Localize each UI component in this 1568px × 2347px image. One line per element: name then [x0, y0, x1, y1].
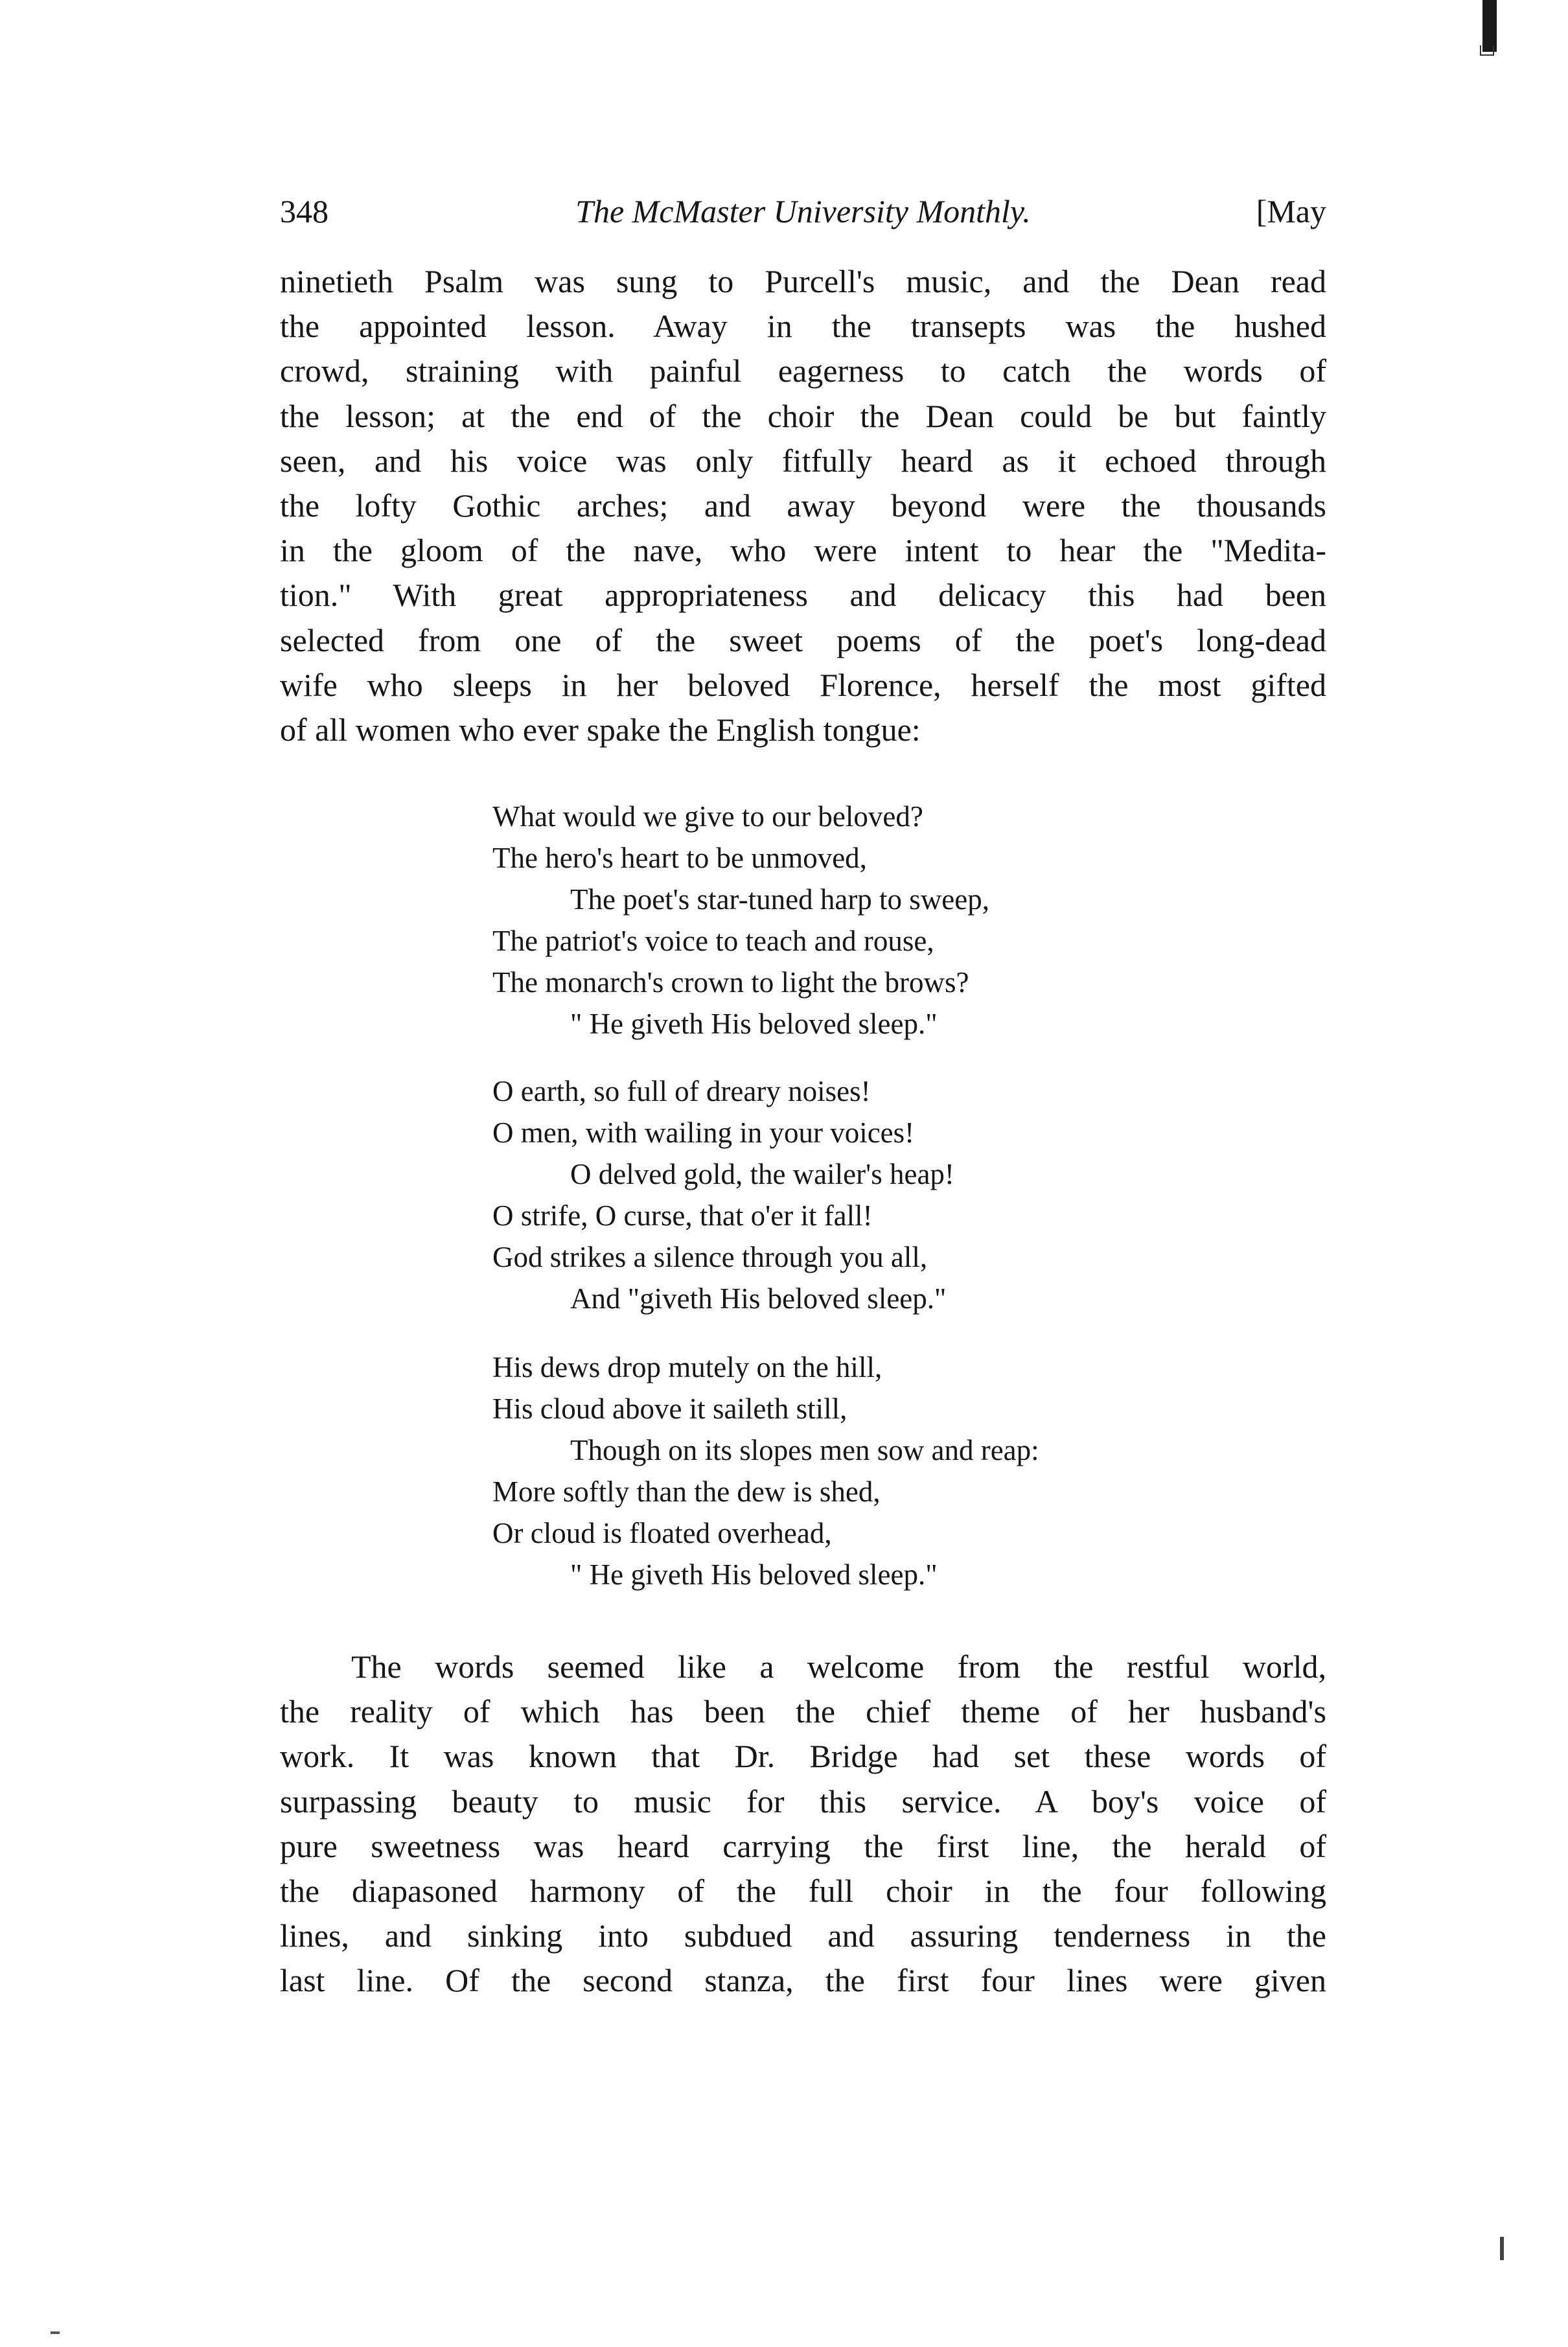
- verse-line: O strife, O curse, that o'er it fall!: [492, 1199, 873, 1232]
- text-line: work. It was known that Dr. Bridge had set these words of: [280, 1738, 1326, 1775]
- poem-stanza: [492, 796, 989, 1072]
- text-line: tion." With great appropriateness and delicacy this had been: [280, 577, 1326, 614]
- verse-line: Though on its slopes men sow and reap:: [570, 1434, 1039, 1466]
- verse-line: What would we give to our beloved?: [492, 800, 923, 833]
- text-line: the lesson; at the end of the choir the Dean could be but faintly: [280, 397, 1326, 434]
- text-line: seen, and his voice was only fitfully heard as it echoed through: [280, 442, 1326, 479]
- verse-line: More softly than the dew is shed,: [492, 1475, 881, 1508]
- verse-line: " He giveth His beloved sleep.": [570, 1008, 938, 1040]
- text-line: lines, and sinking into subdued and assuring tenderness in the: [280, 1917, 1326, 1954]
- scan-artifact-mark: [1482, 0, 1497, 52]
- verse-line: God strikes a silence through you all,: [492, 1241, 928, 1273]
- text-line: the reality of which has been the chief theme of her husband's: [280, 1693, 1326, 1730]
- text-line: surpassing beauty to music for this service. A boy's voice of: [280, 1783, 1326, 1820]
- text-line: last line. Of the second stanza, the first four lines were given: [280, 1962, 1326, 1999]
- page-number: 348: [280, 193, 329, 229]
- text-line: the lofty Gothic arches; and away beyond were the thousands: [280, 487, 1326, 524]
- paragraph: [280, 259, 1326, 752]
- verse-line: His dews drop mutely on the hill,: [492, 1351, 882, 1383]
- text-line: wife who sleeps in her beloved Florence, herself the most gifted: [280, 666, 1326, 703]
- text-line: pure sweetness was heard carrying the first line, the herald of: [280, 1827, 1326, 1864]
- text-line: the appointed lesson. Away in the transepts was the hushed: [280, 308, 1326, 345]
- running-month: [May: [1256, 193, 1326, 229]
- verse-line: The poet's star-tuned harp to sweep,: [570, 883, 990, 916]
- verse-line: " He giveth His beloved sleep.": [570, 1558, 938, 1591]
- text-line: the diapasoned harmony of the full choir in the four following: [280, 1873, 1326, 1910]
- text-line: ninetieth Psalm was sung to Purcell's music, and the Dean read: [280, 263, 1326, 299]
- running-header: [280, 185, 1326, 237]
- verse-line: The monarch's crown to light the brows?: [492, 966, 969, 999]
- poem-stanza: [492, 1347, 1039, 1623]
- scan-artifact-mark: [1480, 45, 1494, 56]
- text-line: of all women who ever spake the English tongue:: [280, 711, 921, 748]
- verse-line: The hero's heart to be unmoved,: [492, 842, 867, 874]
- running-title: The McMaster University Monthly.: [575, 193, 1031, 229]
- text-line: crowd, straining with painful eagerness to catch the words of: [280, 353, 1326, 389]
- verse-line: O delved gold, the wailer's heap!: [570, 1158, 954, 1190]
- text-line: in the gloom of the nave, who were intent to hear the "Medita-: [280, 532, 1326, 569]
- text-line: The words seemed like a welcome from the restful world,: [351, 1648, 1326, 1685]
- verse-line: O earth, so full of dreary noises!: [492, 1075, 871, 1107]
- scan-artifact-mark: [51, 2331, 60, 2334]
- verse-line: Or cloud is floated overhead,: [492, 1517, 832, 1549]
- verse-line: O men, with wailing in your voices!: [492, 1116, 915, 1149]
- verse-line: His cloud above it saileth still,: [492, 1393, 847, 1425]
- text-line: selected from one of the sweet poems of the poet's long-dead: [280, 621, 1326, 658]
- poem-stanza: [492, 1070, 954, 1347]
- verse-line: And "giveth His beloved sleep.": [570, 1282, 947, 1315]
- verse-line: The patriot's voice to teach and rouse,: [492, 925, 934, 957]
- scan-artifact-mark: [1500, 2237, 1504, 2260]
- paragraph: [280, 1645, 1326, 2004]
